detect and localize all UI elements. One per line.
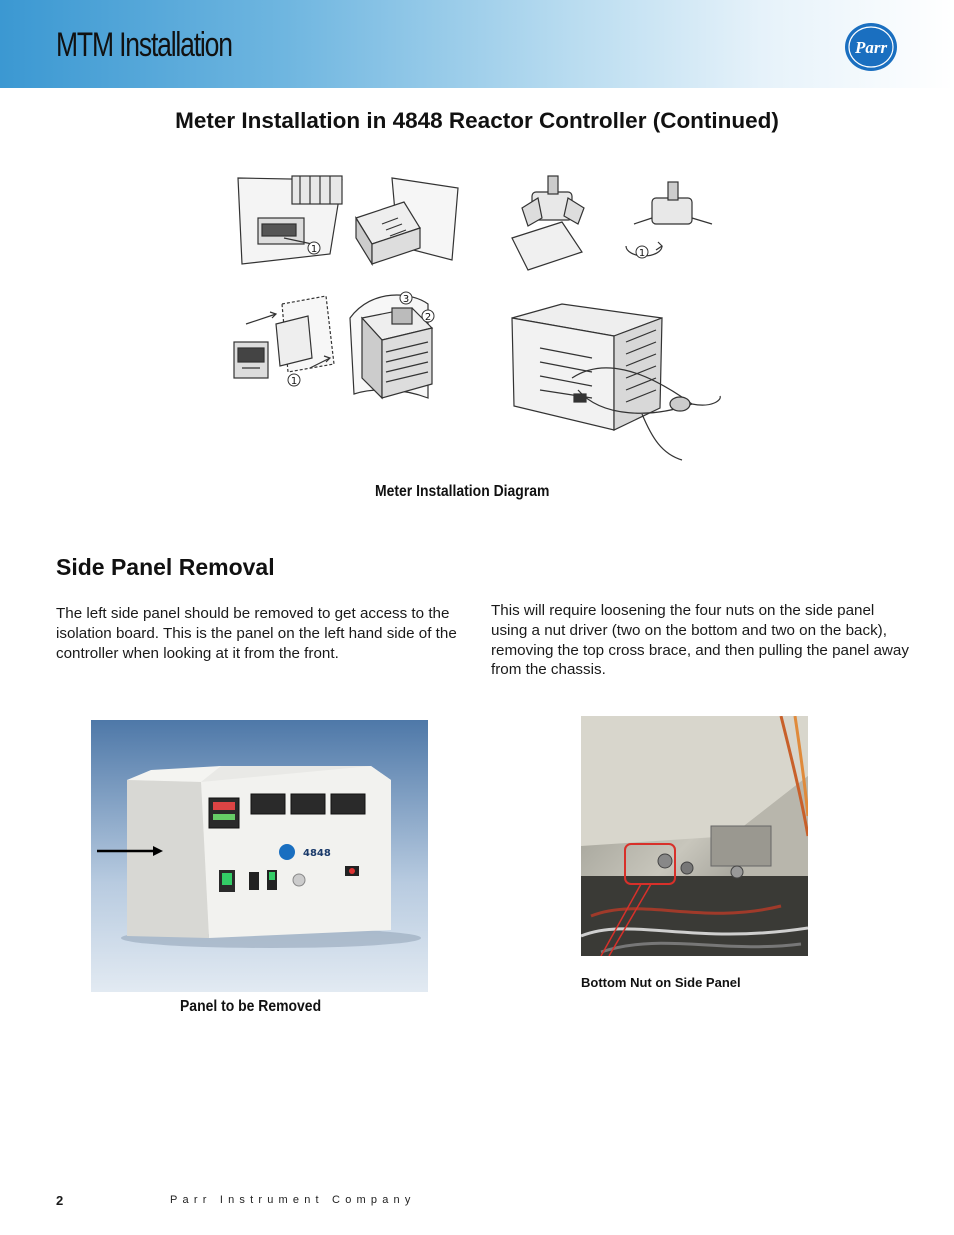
parr-logo [844,22,898,72]
controller-label: 4848 [303,848,331,859]
callout-3: 3 [402,294,410,305]
diagram-caption: Meter Installation Diagram [375,483,550,500]
logo-text: Parr [854,38,888,57]
page-number: 2 [56,1193,64,1208]
controller-photo [91,720,428,992]
left-photo-caption: Panel to be Removed [180,998,322,1015]
page-title: MTM Installation [56,26,232,64]
callout-2: 2 [424,312,432,323]
section-heading: Side Panel Removal [56,554,275,580]
meter-installation-diagram [222,168,742,468]
footer-company: Parr Instrument Company [170,1194,416,1206]
paragraph-left: The left side panel should be removed to get access to the isolation board. This is the panel on the left hand side of the controller when looking at it from the front. [56,605,457,662]
callout-1a: 1 [310,244,318,255]
right-photo-caption: Bottom Nut on Side Panel [581,975,741,990]
callout-1c: 1 [638,248,646,259]
paragraph-right: This will require loosening the four nuts on the side panel using a nut driver (two on the bottom and two on the back), removing the top cross brace, and then pulling the panel away from the chassis. [491,602,909,679]
main-heading: Meter Installation in 4848 Reactor Controller (Continued) [175,108,779,133]
header-band [0,0,954,88]
side-panel-photo [581,716,808,956]
callout-1b: 1 [290,376,298,387]
